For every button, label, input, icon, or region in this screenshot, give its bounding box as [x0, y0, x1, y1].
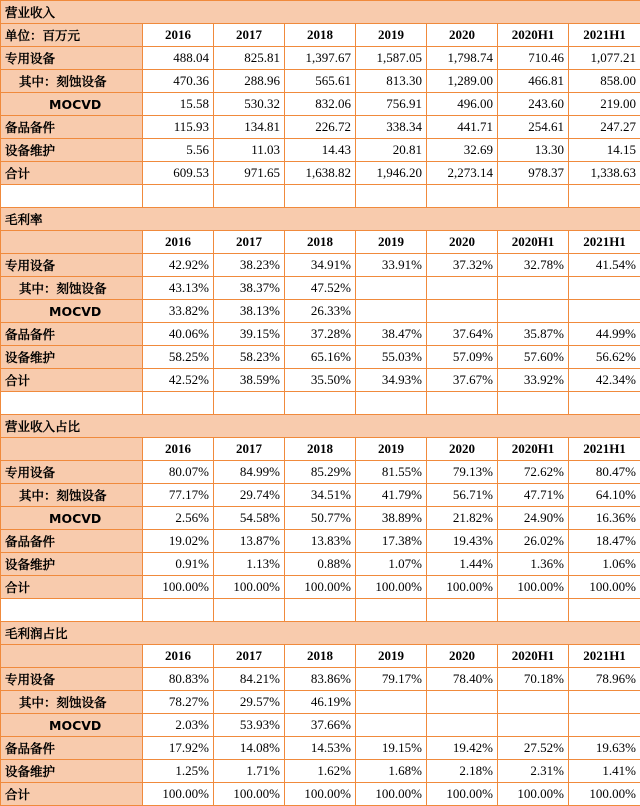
year-header: 2021H1	[569, 24, 640, 47]
table-row	[1, 668, 640, 691]
table-cell: 54.58%	[214, 507, 285, 530]
empty-cell	[285, 392, 356, 415]
table-row	[1, 530, 640, 553]
table-cell: 530.32	[214, 93, 285, 116]
table-cell: 11.03	[214, 139, 285, 162]
table-cell: 288.96	[214, 70, 285, 93]
year-header: 2020H1	[498, 24, 569, 47]
table-cell: 58.23%	[214, 346, 285, 369]
year-header: 2021H1	[569, 438, 640, 461]
table-cell: 219.00	[569, 93, 640, 116]
table-cell: 247.27	[569, 116, 640, 139]
table-cell: 1.62%	[285, 760, 356, 783]
table-cell: 756.91	[356, 93, 427, 116]
row-label-special-equipment: 专用设备	[1, 47, 143, 70]
empty-cell	[498, 185, 569, 208]
table-cell: 83.86%	[285, 668, 356, 691]
table-row	[1, 461, 640, 484]
table-cell: 33.91%	[356, 254, 427, 277]
table-cell: 1.25%	[143, 760, 214, 783]
table-row	[1, 783, 640, 806]
table-cell: 2.03%	[143, 714, 214, 737]
table-cell: 34.93%	[356, 369, 427, 392]
table-cell: 47.71%	[498, 484, 569, 507]
table-cell: 1,397.67	[285, 47, 356, 70]
year-header: 2020H1	[498, 438, 569, 461]
table-cell: 1.13%	[214, 553, 285, 576]
table-cell: 14.08%	[214, 737, 285, 760]
table-cell: 81.55%	[356, 461, 427, 484]
table-cell: 32.69	[427, 139, 498, 162]
table-cell: 115.93	[143, 116, 214, 139]
table-cell: 20.81	[356, 139, 427, 162]
row-label-mocvd: MOCVD	[1, 507, 143, 530]
table-cell: 17.38%	[356, 530, 427, 553]
empty-cell	[143, 599, 214, 622]
table-cell: 488.04	[143, 47, 214, 70]
table-row	[1, 369, 640, 392]
revenue-share-section-title: 营业收入占比	[1, 415, 640, 438]
table-cell	[498, 277, 569, 300]
table-cell: 565.61	[285, 70, 356, 93]
table-cell	[498, 300, 569, 323]
table-cell: 2.31%	[498, 760, 569, 783]
gross-profit-share-header-label	[1, 645, 143, 668]
revenue-title-row	[1, 1, 640, 24]
table-cell	[427, 714, 498, 737]
table-cell: 609.53	[143, 162, 214, 185]
table-cell: 470.36	[143, 70, 214, 93]
gross-profit-share-title-row	[1, 622, 640, 645]
empty-cell	[143, 185, 214, 208]
row-label-special-equipment: 专用设备	[1, 668, 143, 691]
year-header: 2018	[285, 231, 356, 254]
table-cell: 14.53%	[285, 737, 356, 760]
table-cell: 46.19%	[285, 691, 356, 714]
table-cell: 13.30	[498, 139, 569, 162]
row-label-etching-equipment: 其中：刻蚀设备	[1, 277, 143, 300]
table-cell: 19.02%	[143, 530, 214, 553]
empty-cell	[143, 392, 214, 415]
year-header: 2017	[214, 24, 285, 47]
table-cell: 21.82%	[427, 507, 498, 530]
row-label-equipment-maintenance: 设备维护	[1, 760, 143, 783]
row-label-total: 合计	[1, 576, 143, 599]
table-cell: 78.40%	[427, 668, 498, 691]
table-cell: 338.34	[356, 116, 427, 139]
table-cell: 44.99%	[569, 323, 640, 346]
empty-cell	[285, 185, 356, 208]
row-label-spare-parts: 备品备件	[1, 737, 143, 760]
table-cell: 19.15%	[356, 737, 427, 760]
table-row	[1, 691, 640, 714]
table-row	[1, 47, 640, 70]
table-cell: 38.23%	[214, 254, 285, 277]
table-cell: 26.33%	[285, 300, 356, 323]
table-row	[1, 277, 640, 300]
table-cell: 38.47%	[356, 323, 427, 346]
table-cell: 35.50%	[285, 369, 356, 392]
table-row	[1, 93, 640, 116]
table-cell: 466.81	[498, 70, 569, 93]
year-header: 2016	[143, 231, 214, 254]
table-cell: 978.37	[498, 162, 569, 185]
table-cell: 858.00	[569, 70, 640, 93]
empty-cell	[214, 392, 285, 415]
table-cell: 0.91%	[143, 553, 214, 576]
table-cell: 43.13%	[143, 277, 214, 300]
table-row	[1, 507, 640, 530]
table-cell: 1.41%	[569, 760, 640, 783]
empty-cell	[1, 599, 143, 622]
table-cell: 13.83%	[285, 530, 356, 553]
table-cell: 29.74%	[214, 484, 285, 507]
table-cell: 32.78%	[498, 254, 569, 277]
empty-cell	[214, 599, 285, 622]
table-row	[1, 254, 640, 277]
year-header: 2020	[427, 231, 498, 254]
year-header: 2021H1	[569, 645, 640, 668]
table-cell: 78.96%	[569, 668, 640, 691]
table-cell: 971.65	[214, 162, 285, 185]
table-cell: 50.77%	[285, 507, 356, 530]
table-cell: 14.43	[285, 139, 356, 162]
table-cell: 80.07%	[143, 461, 214, 484]
year-header: 2017	[214, 438, 285, 461]
table-cell: 18.47%	[569, 530, 640, 553]
table-cell: 29.57%	[214, 691, 285, 714]
table-cell: 34.51%	[285, 484, 356, 507]
empty-cell	[427, 599, 498, 622]
table-row	[1, 346, 640, 369]
table-row	[1, 553, 640, 576]
table-cell: 79.17%	[356, 668, 427, 691]
year-header: 2020	[427, 645, 498, 668]
table-cell: 100.00%	[143, 576, 214, 599]
table-row	[1, 323, 640, 346]
year-header: 2016	[143, 645, 214, 668]
table-cell: 33.92%	[498, 369, 569, 392]
table-cell: 100.00%	[498, 783, 569, 806]
table-cell: 53.93%	[214, 714, 285, 737]
table-cell: 72.62%	[498, 461, 569, 484]
year-header: 2016	[143, 24, 214, 47]
table-cell	[569, 691, 640, 714]
table-cell	[427, 691, 498, 714]
empty-cell	[427, 185, 498, 208]
table-cell: 37.32%	[427, 254, 498, 277]
empty-cell	[569, 599, 640, 622]
table-cell: 17.92%	[143, 737, 214, 760]
empty-cell	[1, 185, 143, 208]
table-cell: 35.87%	[498, 323, 569, 346]
table-cell: 27.52%	[498, 737, 569, 760]
table-cell: 2.56%	[143, 507, 214, 530]
table-cell: 13.87%	[214, 530, 285, 553]
empty-cell	[285, 599, 356, 622]
table-cell: 78.27%	[143, 691, 214, 714]
table-cell: 1,077.21	[569, 47, 640, 70]
table-cell: 38.13%	[214, 300, 285, 323]
table-cell: 38.89%	[356, 507, 427, 530]
table-cell: 254.61	[498, 116, 569, 139]
table-cell: 57.60%	[498, 346, 569, 369]
financial-table-body	[1, 1, 640, 806]
table-cell: 14.15	[569, 139, 640, 162]
row-label-equipment-maintenance: 设备维护	[1, 139, 143, 162]
year-header: 2018	[285, 24, 356, 47]
table-cell: 100.00%	[285, 783, 356, 806]
table-cell: 0.88%	[285, 553, 356, 576]
row-label-etching-equipment: 其中：刻蚀设备	[1, 691, 143, 714]
table-cell: 84.99%	[214, 461, 285, 484]
gross-margin-header-label	[1, 231, 143, 254]
table-cell: 100.00%	[569, 576, 640, 599]
table-cell: 26.02%	[498, 530, 569, 553]
table-cell	[569, 277, 640, 300]
table-cell: 55.03%	[356, 346, 427, 369]
table-cell: 79.13%	[427, 461, 498, 484]
table-cell: 57.09%	[427, 346, 498, 369]
row-label-spare-parts: 备品备件	[1, 530, 143, 553]
table-cell: 100.00%	[569, 783, 640, 806]
table-cell: 813.30	[356, 70, 427, 93]
empty-cell	[427, 392, 498, 415]
gross-margin-title-row	[1, 208, 640, 231]
table-cell: 85.29%	[285, 461, 356, 484]
year-header: 2020H1	[498, 231, 569, 254]
row-label-total: 合计	[1, 783, 143, 806]
table-cell: 42.34%	[569, 369, 640, 392]
table-cell: 100.00%	[427, 783, 498, 806]
row-label-etching-equipment: 其中：刻蚀设备	[1, 484, 143, 507]
table-cell: 100.00%	[356, 576, 427, 599]
table-row	[1, 116, 640, 139]
table-cell: 37.66%	[285, 714, 356, 737]
table-cell: 710.46	[498, 47, 569, 70]
table-cell: 80.83%	[143, 668, 214, 691]
table-row	[1, 139, 640, 162]
revenue-header-row	[1, 24, 640, 47]
table-row	[1, 484, 640, 507]
table-cell: 134.81	[214, 116, 285, 139]
year-header: 2020	[427, 24, 498, 47]
table-cell: 1,587.05	[356, 47, 427, 70]
table-cell: 100.00%	[143, 783, 214, 806]
empty-cell	[498, 392, 569, 415]
table-cell: 1.71%	[214, 760, 285, 783]
table-cell: 41.54%	[569, 254, 640, 277]
table-cell: 84.21%	[214, 668, 285, 691]
table-cell: 33.82%	[143, 300, 214, 323]
table-cell: 100.00%	[427, 576, 498, 599]
table-cell: 37.67%	[427, 369, 498, 392]
table-cell: 41.79%	[356, 484, 427, 507]
table-cell: 441.71	[427, 116, 498, 139]
year-header: 2020	[427, 438, 498, 461]
table-cell: 42.52%	[143, 369, 214, 392]
revenue-header-label: 单位：百万元	[1, 24, 143, 47]
table-cell	[427, 277, 498, 300]
table-cell: 37.28%	[285, 323, 356, 346]
table-row	[1, 162, 640, 185]
table-cell: 496.00	[427, 93, 498, 116]
table-cell: 56.62%	[569, 346, 640, 369]
empty-cell	[356, 392, 427, 415]
year-header: 2017	[214, 231, 285, 254]
spacer-row	[1, 185, 640, 208]
row-label-equipment-maintenance: 设备维护	[1, 553, 143, 576]
empty-cell	[356, 599, 427, 622]
table-cell: 100.00%	[214, 576, 285, 599]
table-cell: 58.25%	[143, 346, 214, 369]
table-cell: 1,638.82	[285, 162, 356, 185]
table-cell: 1.68%	[356, 760, 427, 783]
table-cell: 19.63%	[569, 737, 640, 760]
table-cell: 16.36%	[569, 507, 640, 530]
table-cell	[569, 714, 640, 737]
table-cell: 825.81	[214, 47, 285, 70]
table-row	[1, 70, 640, 93]
table-cell: 77.17%	[143, 484, 214, 507]
year-header: 2017	[214, 645, 285, 668]
row-label-mocvd: MOCVD	[1, 300, 143, 323]
table-cell: 1.36%	[498, 553, 569, 576]
row-label-mocvd: MOCVD	[1, 93, 143, 116]
table-cell: 38.37%	[214, 277, 285, 300]
row-label-special-equipment: 专用设备	[1, 461, 143, 484]
table-cell: 15.58	[143, 93, 214, 116]
table-cell: 39.15%	[214, 323, 285, 346]
table-cell: 1,946.20	[356, 162, 427, 185]
revenue-section-title: 营业收入	[1, 1, 640, 24]
table-row	[1, 576, 640, 599]
year-header: 2021H1	[569, 231, 640, 254]
table-cell: 56.71%	[427, 484, 498, 507]
year-header: 2018	[285, 645, 356, 668]
gross-profit-share-header-row	[1, 645, 640, 668]
table-cell: 100.00%	[498, 576, 569, 599]
row-label-total: 合计	[1, 162, 143, 185]
table-cell: 5.56	[143, 139, 214, 162]
gross-profit-share-section-title: 毛利润占比	[1, 622, 640, 645]
year-header: 2019	[356, 645, 427, 668]
table-cell: 2.18%	[427, 760, 498, 783]
table-cell: 38.59%	[214, 369, 285, 392]
table-cell: 1,798.74	[427, 47, 498, 70]
revenue-share-header-row	[1, 438, 640, 461]
year-header: 2016	[143, 438, 214, 461]
table-cell: 226.72	[285, 116, 356, 139]
gross-margin-section-title: 毛利率	[1, 208, 640, 231]
table-cell: 100.00%	[285, 576, 356, 599]
table-cell	[427, 300, 498, 323]
empty-cell	[569, 185, 640, 208]
table-cell: 100.00%	[214, 783, 285, 806]
row-label-total: 合计	[1, 369, 143, 392]
table-cell: 34.91%	[285, 254, 356, 277]
table-cell: 70.18%	[498, 668, 569, 691]
spacer-row	[1, 599, 640, 622]
year-header: 2019	[356, 438, 427, 461]
year-header: 2020H1	[498, 645, 569, 668]
empty-cell	[498, 599, 569, 622]
empty-cell	[1, 392, 143, 415]
revenue-share-header-label	[1, 438, 143, 461]
table-cell: 42.92%	[143, 254, 214, 277]
table-cell: 65.16%	[285, 346, 356, 369]
empty-cell	[214, 185, 285, 208]
revenue-share-title-row	[1, 415, 640, 438]
table-cell: 243.60	[498, 93, 569, 116]
table-cell: 100.00%	[356, 783, 427, 806]
row-label-spare-parts: 备品备件	[1, 323, 143, 346]
table-cell	[356, 300, 427, 323]
table-row	[1, 300, 640, 323]
table-cell: 19.42%	[427, 737, 498, 760]
table-cell: 47.52%	[285, 277, 356, 300]
table-cell: 64.10%	[569, 484, 640, 507]
table-cell: 24.90%	[498, 507, 569, 530]
table-cell: 1.06%	[569, 553, 640, 576]
year-header: 2019	[356, 24, 427, 47]
table-cell	[356, 691, 427, 714]
table-cell	[356, 277, 427, 300]
table-cell	[569, 300, 640, 323]
table-cell	[498, 691, 569, 714]
table-cell: 2,273.14	[427, 162, 498, 185]
table-cell: 1,289.00	[427, 70, 498, 93]
year-header: 2018	[285, 438, 356, 461]
row-label-special-equipment: 专用设备	[1, 254, 143, 277]
year-header: 2019	[356, 231, 427, 254]
table-row	[1, 760, 640, 783]
table-cell: 80.47%	[569, 461, 640, 484]
empty-cell	[569, 392, 640, 415]
table-cell: 40.06%	[143, 323, 214, 346]
row-label-etching-equipment: 其中：刻蚀设备	[1, 70, 143, 93]
spacer-row	[1, 392, 640, 415]
table-row	[1, 714, 640, 737]
table-cell: 1.44%	[427, 553, 498, 576]
row-label-spare-parts: 备品备件	[1, 116, 143, 139]
table-cell: 19.43%	[427, 530, 498, 553]
empty-cell	[356, 185, 427, 208]
table-cell: 1.07%	[356, 553, 427, 576]
row-label-equipment-maintenance: 设备维护	[1, 346, 143, 369]
gross-margin-header-row	[1, 231, 640, 254]
table-row	[1, 737, 640, 760]
table-cell: 37.64%	[427, 323, 498, 346]
table-cell: 832.06	[285, 93, 356, 116]
table-cell	[498, 714, 569, 737]
table-cell: 1,338.63	[569, 162, 640, 185]
table-cell	[356, 714, 427, 737]
row-label-mocvd: MOCVD	[1, 714, 143, 737]
